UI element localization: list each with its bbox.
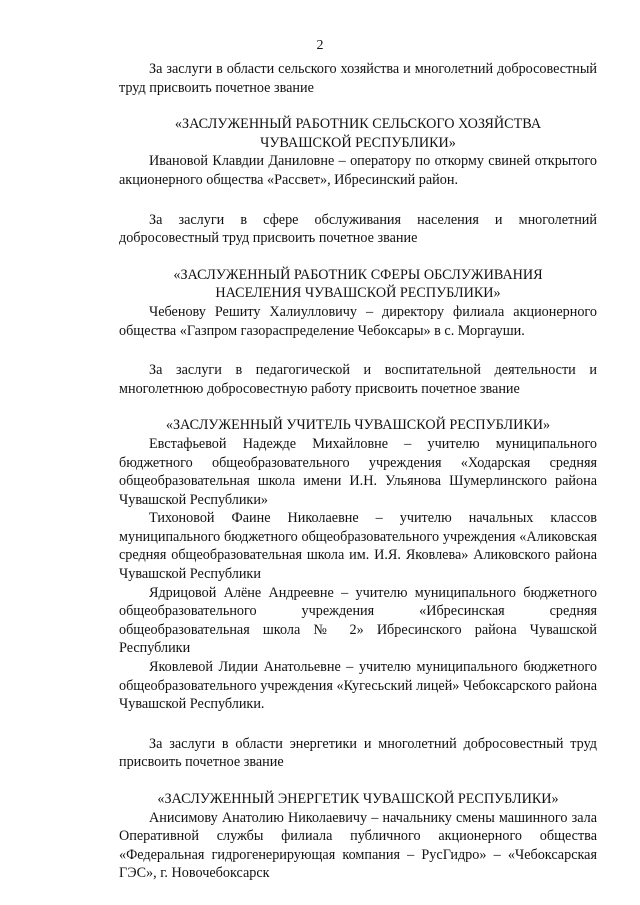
award-intro: За заслуги в области сельского хозяйства и многолетний добросовестный труд присвоить почетное звание — [119, 61, 597, 96]
award-recipient: Яковлевой Лидии Анатольевне – учителю муниципального бюджетного общеобразовательного учреждения «Кугесьский лицей» Чебоксарского района Чувашской Республики. — [119, 659, 597, 713]
award-title — [119, 416, 597, 435]
award-recipient: Чебенову Решиту Халиулловичу – директору филиала акционерного общества «Газпром газораспределение Чебоксары» в с. Моргауши. — [119, 303, 597, 339]
award-title — [119, 115, 597, 152]
award-intro: За заслуги в педагогической и воспитательной деятельности и многолетнюю добросовестную работу присвоить почетное звание — [119, 362, 597, 397]
page-number: 2 — [316, 38, 324, 53]
award-recipient: Ядрицовой Алёне Андреевне – учителю муниципального бюджетного общеобразовательного учреждения «Ибресинская средняя общеобразовательная школа № 2» Ибресинского района Чувашской Республики — [119, 584, 597, 657]
award-title — [119, 266, 597, 303]
award-recipient: Анисимову Анатолию Николаевичу – начальнику смены машинного зала Оперативной службы филиала публичного акционерного общества «Федеральная гидрогенерирующая компания – РусГидро» – «Чебоксарская ГЭС», г. Новочебоксарск — [119, 809, 597, 882]
award-recipient: Евстафьевой Надежде Михайловне – учителю муниципального бюджетного общеобразовательного учреждения «Ходарская средняя общеобразовательная школа имени И.Н. Ульянова Шумерлинского района Чувашской Республики» — [119, 435, 597, 508]
award-title-line: ЧУВАШСКОЙ РЕСПУБЛИКИ» — [260, 134, 456, 151]
award-title-line: «ЗАСЛУЖЕННЫЙ РАБОТНИК СЕЛЬСКОГО ХОЗЯЙСТВА — [174, 116, 542, 133]
award-section-teachers — [119, 361, 597, 714]
document-body — [119, 60, 597, 883]
award-title-line: «ЗАСЛУЖЕННЫЙ УЧИТЕЛЬ ЧУВАШСКОЙ РЕСПУБЛИКИ» — [165, 417, 551, 434]
award-title-line: «ЗАСЛУЖЕННЫЙ РАБОТНИК СФЕРЫ ОБСЛУЖИВАНИЯ — [173, 266, 543, 283]
award-recipient: Тихоновой Фаине Николаевне – учителю начальных классов муниципального бюджетного общеобразовательного учреждения «Аликовская средняя общеобразовательная школа им. И.Я. Яковлева» Аликовского района Чувашской Республики — [119, 510, 597, 583]
award-section-energy — [119, 735, 597, 883]
award-title — [119, 790, 597, 809]
award-title-line: «ЗАСЛУЖЕННЫЙ ЭНЕРГЕТИК ЧУВАШСКОЙ РЕСПУБЛИКИ» — [157, 791, 559, 807]
award-section-services — [119, 211, 597, 341]
award-section-agriculture — [119, 60, 597, 190]
award-intro: За заслуги в области энергетики и многолетний добросовестный труд присвоить почетное звание — [119, 735, 597, 771]
award-recipient: Ивановой Клавдии Даниловне – оператору по откорму свиней открытого акционерного общества «Рассвет», Ибресинский район. — [119, 153, 597, 188]
award-title-line: НАСЕЛЕНИЯ ЧУВАШСКОЙ РЕСПУБЛИКИ» — [215, 285, 501, 302]
award-intro: За заслуги в сфере обслуживания населения и многолетний добросовестный труд присвоить почетное звание — [119, 211, 597, 247]
